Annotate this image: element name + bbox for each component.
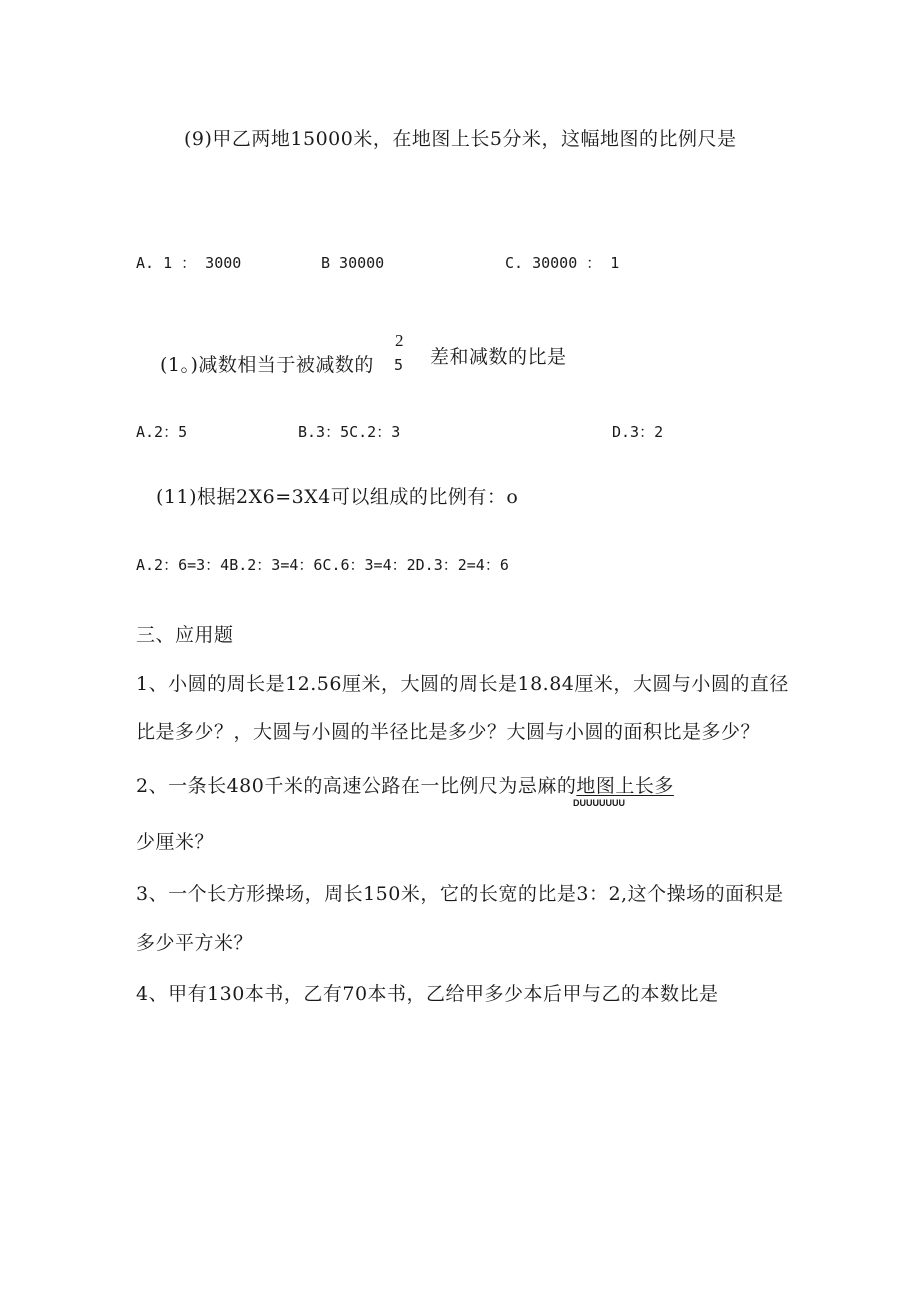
section-heading: 三、应用题: [136, 624, 234, 646]
problem-1-line-2: 比是多少？，大圆与小圆的半径比是多少？大圆与小圆的面积比是多少？: [136, 721, 761, 743]
question-11-text: (11)根据2X6=3X4可以组成的比例有：o: [156, 486, 519, 508]
problem-2-denominator-mark: DUUUUUUU: [573, 798, 625, 808]
question-9-option-b: B 30000: [321, 254, 385, 272]
question-10-fraction-numerator: 2: [395, 331, 404, 350]
problem-1-line-1: 1、小圆的周长是12.56厘米，大圆的周长是18.84厘米，大圆与小圆的直径: [136, 673, 789, 695]
problem-2-line-1: [136, 777, 674, 796]
question-11-options: A.2：6=3：4B.2：3=4：6C.6：3=4：2D.3：2=4：6: [136, 556, 509, 574]
problem-2-line-1-end: 地图上长多: [576, 775, 674, 797]
question-9-option-c: C. 30000 ： 1: [505, 254, 620, 272]
problem-3-line-1: 3、一个长方形操场，周长150米，它的长宽的比是3：2,这个操场的面积是: [136, 883, 784, 905]
question-10-fraction-denominator: 5: [394, 356, 404, 374]
problem-2-line-1-start: 2、一条长480千米的高速公路在一比例尺为忌麻的: [136, 775, 577, 797]
question-10-suffix: 差和减数的比是: [430, 346, 567, 368]
question-10-option-a: A.2：5: [136, 423, 188, 441]
question-10-prefix: (1。)减数相当于被减数的: [160, 354, 374, 376]
question-9-text: (9)甲乙两地15000米，在地图上长5分米，这幅地图的比例尺是: [184, 128, 737, 150]
problem-3-line-2: 多少平方米？: [136, 932, 254, 954]
question-10-option-d: D.3：2: [612, 423, 664, 441]
question-9-option-a: A. 1 ： 3000: [136, 254, 242, 272]
question-10-option-bc: B.3：5C.2：3: [298, 423, 401, 441]
problem-4-line-1: 4、甲有130本书，乙有70本书，乙给甲多少本后甲与乙的本数比是: [136, 983, 719, 1005]
problem-2-line-2: 少厘米？: [136, 831, 215, 853]
